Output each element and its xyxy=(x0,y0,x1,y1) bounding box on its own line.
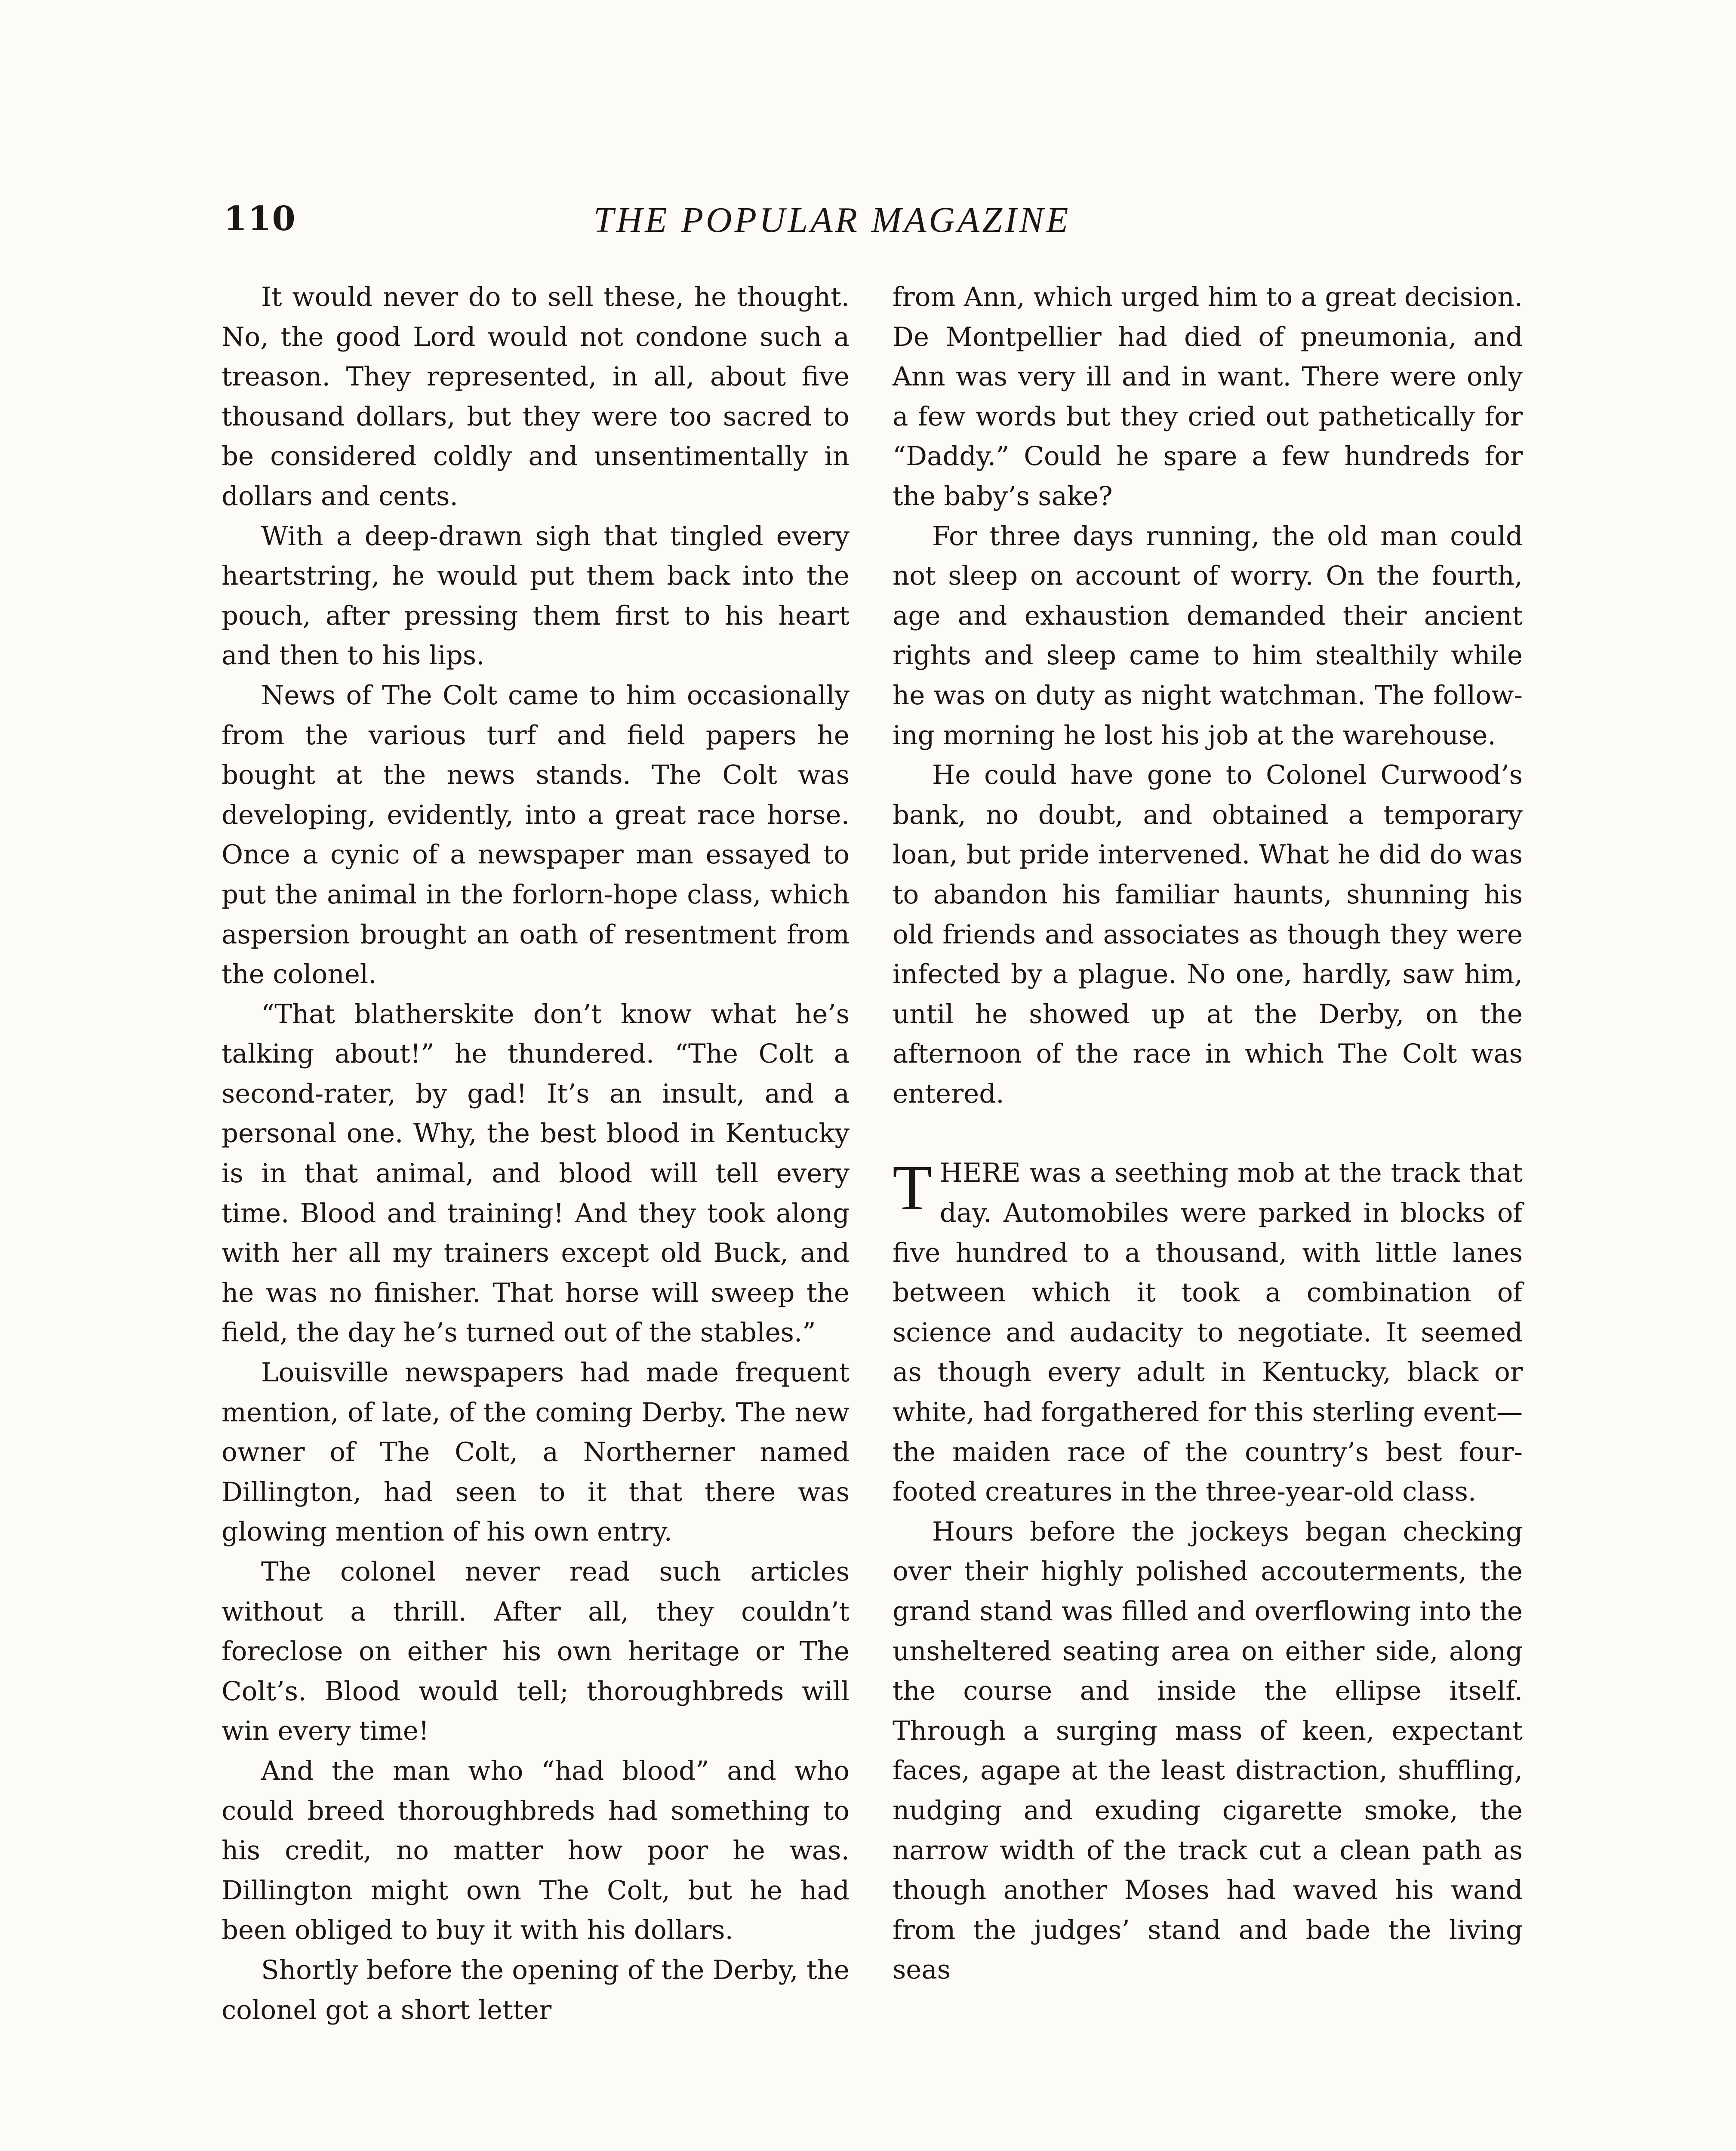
paragraph: Shortly before the opening of the Derby, the colonel got a short letter xyxy=(222,1954,850,2025)
running-head: THE POPULAR MAGAZINE xyxy=(594,200,1071,240)
drop-cap: T xyxy=(893,1152,932,1224)
drop-cap-paragraph-text: HERE was a seething mob at the track that day. Automobiles were parked in blocks of five hundred to a thousand, with little lanes between which it took a combination of science and audacity to negotiate. It seemed as though every adult in Kentucky, black or white, had forgathered for this sterling event—the maiden race of the country’s best four-footed creatures in the three-year-old class. xyxy=(893,1158,1523,1507)
paragraph: “That blatherskite don’t know what he’s talking about!” he thundered. “The Colt a second-rater, by gad! It’s an insult, and a personal one. Why, the best blood in Kentucky is in that animal, and blood will tell every time. Blood and training! And they took along with her all my trainers except old Buck, and he was no finisher. That horse will sweep the field, the day he’s turned out of the stables.” xyxy=(222,998,850,1348)
drop-cap-paragraph xyxy=(893,1153,1523,1512)
paragraph: Louisville newspapers had made frequent mention, of late, of the coming Derby. The new owner of The Colt, a Northerner named Dillington, had seen to it that there was glowing mention of his own entry. xyxy=(222,1357,850,1547)
paragraph: With a deep-drawn sigh that tingled every heartstring, he would put them back into the pouch, after pressing them first to his heart and then to his lips. xyxy=(222,521,850,671)
left-column xyxy=(222,277,850,2030)
paragraph: The colonel never read such articles without a thrill. After all, they couldn’t foreclose on either his own heritage or The Colt’s. Blood would tell; thoroughbreds will win every time! xyxy=(222,1556,850,1747)
page-number: 110 xyxy=(224,199,296,238)
continued-paragraph: from Ann, which urged him to a great decision. De Montpellier had died of pneumonia, and Ann was very ill and in want. There were only a few words but they cried out pathetically for “Daddy.” Could he spare a few hundreds for the baby’s sake? xyxy=(893,282,1523,512)
paragraph: And the man who “had blood” and who could breed thoroughbreds had something to his credit, no matter how poor he was. Dillington might own The Colt, but he had been obliged to buy it with his dollars. xyxy=(222,1755,850,1946)
paragraph: It would never do to sell these, he thought. No, the good Lord would not condone such a treason. They represented, in all, about five thousand dollars, but they were too sacred to be considered coldly and unsentimentally in dollars and cents. xyxy=(222,282,850,512)
right-column xyxy=(893,277,1523,1990)
paragraph: News of The Colt came to him occasionally from the various turf and field papers he bought at the news stands. The Colt was developing, evidently, into a great race horse. Once a cynic of a newspaper man essayed to put the animal in the forlorn-hope class, which aspersion brought an oath of resentment from the colonel. xyxy=(222,680,850,990)
paragraph: Hours before the jockeys began checking over their highly polished accouterments, the grand stand was filled and overflowing into the unsheltered seating area on either side, along the course and inside the ellipse itself. Through a surging mass of keen, expectant faces, agape at the least distraction, shuffling, nudging and exuding cigarette smoke, the narrow width of the track cut a clean path as though another Moses had waved his wand from the judges’ stand and bade the living seas xyxy=(893,1516,1523,1985)
paragraph: For three days running, the old man could not sleep on account of worry. On the fourth, age and exhaustion demanded their ancient rights and sleep came to him stealthily while he was on duty as night watchman. The following morning he lost his job at the warehouse. xyxy=(893,521,1523,751)
section-break xyxy=(893,1114,1523,1153)
paragraph: He could have gone to Colonel Curwood’s bank, no doubt, and obtained a temporary loan, but pride intervened. What he did do was to abandon his familiar haunts, shunning his old friends and associates as though they were infected by a plague. No one, hardly, saw him, until he showed up at the Derby, on the afternoon of the race in which The Colt was entered. xyxy=(893,760,1523,1109)
